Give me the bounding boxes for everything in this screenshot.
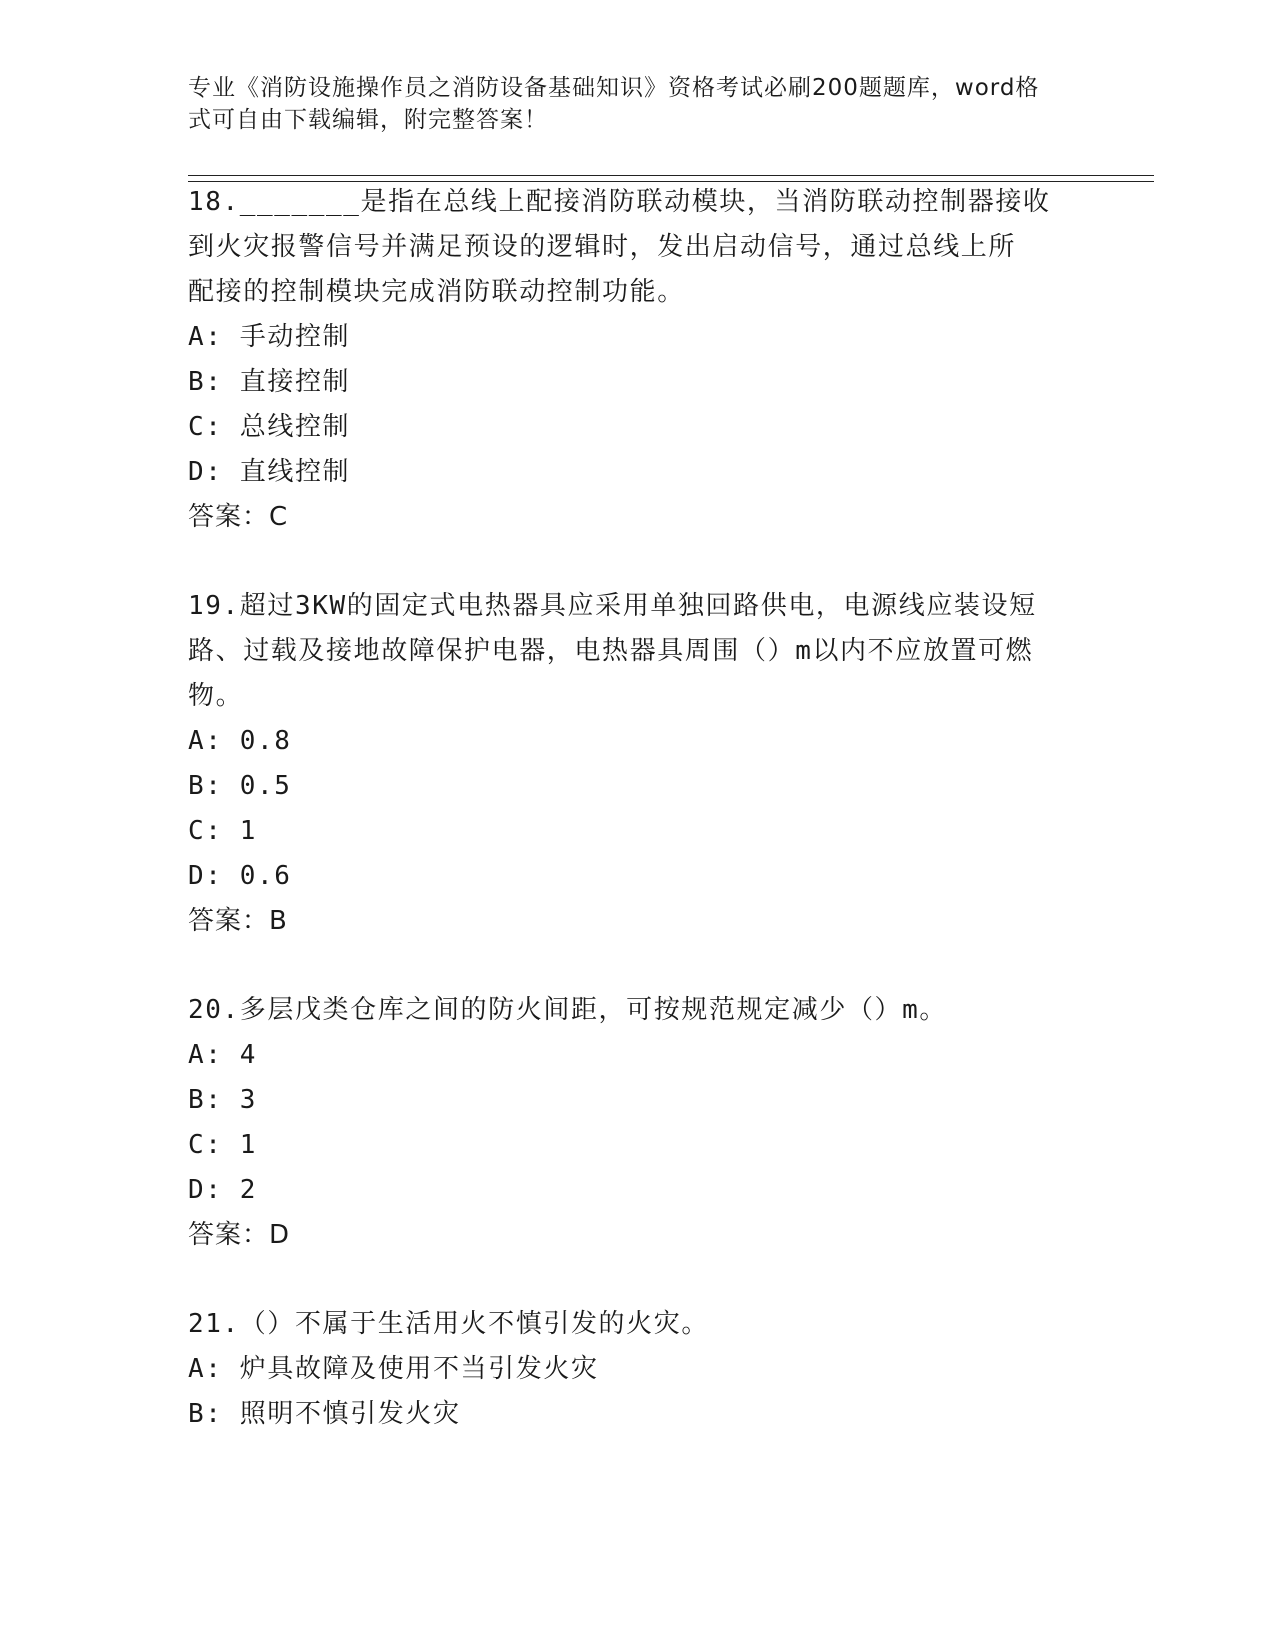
- question-21: [188, 1302, 1088, 1437]
- option-b: B: 照明不慎引发火灾: [188, 1399, 461, 1429]
- question-stem-line: 20.多层戊类仓库之间的防火间距，可按规范规定减少（）m。: [188, 995, 948, 1025]
- header-line-2: 式可自由下载编辑，附完整答案！: [188, 107, 548, 133]
- option-a: A: 0.8: [188, 726, 292, 756]
- option-b: B: 3: [188, 1085, 258, 1115]
- option-a: A: 炉具故障及使用不当引发火灾: [188, 1354, 599, 1384]
- question-stem-line: 到火灾报警信号并满足预设的逻辑时，发出启动信号，通过总线上所: [188, 232, 1017, 262]
- option-d: D: 2: [188, 1175, 258, 1205]
- question-stem-line: 18._______是指在总线上配接消防联动模块，当消防联动控制器接收: [188, 187, 1051, 217]
- question-stem-line: 配接的控制模块完成消防联动控制功能。: [188, 277, 685, 307]
- option-a: A: 手动控制: [188, 322, 351, 352]
- question-18: [188, 180, 1088, 540]
- answer: 答案：B: [188, 906, 288, 936]
- option-b: B: 0.5: [188, 771, 292, 801]
- option-c: C: 总线控制: [188, 412, 351, 442]
- answer: 答案：D: [188, 1220, 291, 1250]
- question-19: [188, 584, 1088, 944]
- header-line-1: 专业《消防设施操作员之消防设备基础知识》资格考试必刷200题题库，word格: [188, 75, 1040, 101]
- question-stem-line: 19.超过3KW的固定式电热器具应采用单独回路供电，电源线应装设短: [188, 591, 1037, 621]
- option-d: D: 0.6: [188, 861, 292, 891]
- question-stem-line: 21.（）不属于生活用火不慎引发的火灾。: [188, 1309, 709, 1339]
- header-divider-top: [188, 175, 1154, 176]
- question-20: [188, 988, 1088, 1258]
- option-c: C: 1: [188, 1130, 258, 1160]
- option-b: B: 直接控制: [188, 367, 351, 397]
- document-header: [188, 72, 1068, 136]
- question-stem-line: 路、过载及接地故障保护电器，电热器具周围（）m以内不应放置可燃: [188, 636, 1034, 666]
- option-d: D: 直线控制: [188, 457, 351, 487]
- option-c: C: 1: [188, 816, 258, 846]
- question-stem-line: 物。: [188, 681, 244, 711]
- answer: 答案：C: [188, 502, 289, 532]
- option-a: A: 4: [188, 1040, 258, 1070]
